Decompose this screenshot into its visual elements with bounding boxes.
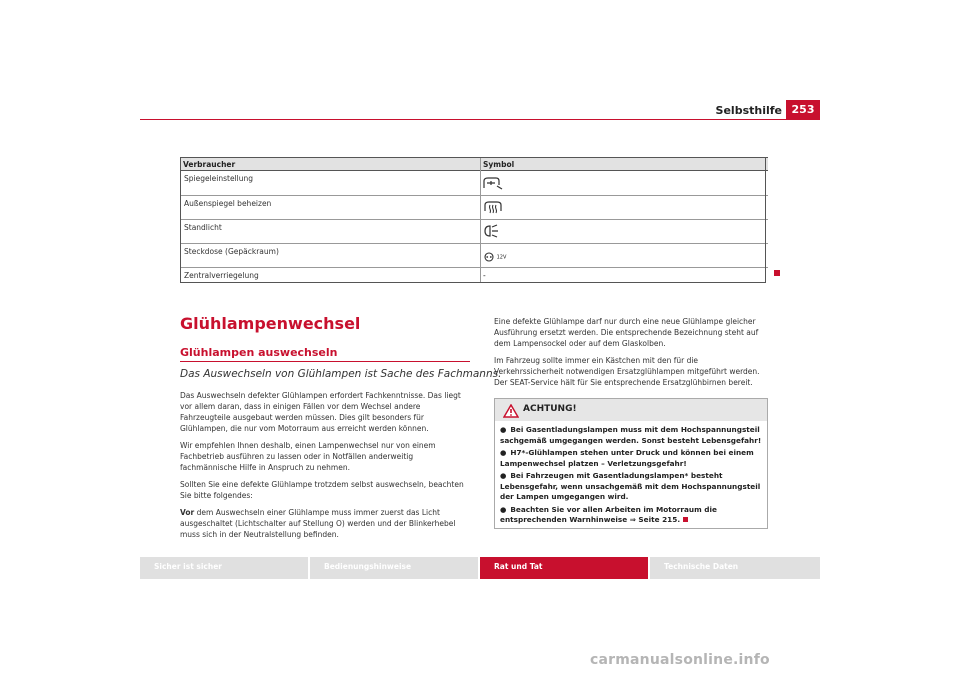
section-end-marker: [774, 270, 780, 276]
table-header-consumer: Verbraucher: [183, 160, 236, 169]
warning-item: ● Beachten Sie vor allen Arbeiten im Motorraum die entsprechenden Warnhinweise ⇒ Seite 215.: [500, 504, 717, 524]
table-cell-label: Steckdose (Gepäckraum): [184, 247, 279, 256]
paragraph: Sollten Sie eine defekte Glühlampe trotzdem selbst auswechseln, beachten Sie bitte folgendes:: [180, 480, 464, 500]
paragraph: Im Fahrzeug sollte immer ein Kästchen mit den für die Verkehrssicherheit notwendigen Ersatzglühlampen mitgeführt werden. Der SEAT-Service hält für Sie entsprechende Ersatzglühbirnen bereit.: [494, 356, 760, 387]
page-reference-link[interactable]: Seite 215.: [638, 515, 681, 524]
warning-triangle-icon: [503, 403, 519, 422]
table-cell-symbol-text: -: [483, 271, 486, 280]
header-rule: [140, 119, 820, 120]
consumer-table: [180, 157, 768, 284]
table-header-symbol: Symbol: [483, 160, 515, 169]
link-arrow-icon: ⇒: [629, 515, 636, 524]
paragraph: [180, 507, 470, 540]
page-header-title: Selbsthilfe: [715, 104, 782, 117]
warning-item: ● H7*-Glühlampen stehen unter Druck und können bei einem Lampenwechsel platzen – Verletzungsgefahr!: [500, 448, 754, 468]
bullet-icon: ●: [500, 504, 507, 514]
page-number-badge: 253: [786, 100, 820, 119]
end-marker-icon: [683, 517, 688, 522]
table-cell-label: Spiegeleinstellung: [184, 174, 254, 183]
warning-item: ● Bei Fahrzeugen mit Gasentladungslampen* besteht Lebensgefahr, wenn unsachgemäß mit dem Hochspannungsteil der Lampen umgegangen wird.: [500, 471, 761, 501]
paragraph-bold-lead: Vor: [180, 508, 195, 517]
warning-box: [494, 398, 768, 529]
bullet-icon: ●: [500, 471, 507, 480]
table-frame: [180, 157, 766, 283]
footer-tab-bedienung[interactable]: Bedienungshinweise: [310, 557, 478, 579]
left-column-text: [180, 390, 470, 546]
bullet-icon: ●: [500, 425, 507, 434]
section-subtitle: Glühlampen auswechseln: [180, 346, 338, 359]
paragraph: Das Auswechseln defekter Glühlampen erfordert Fachkenntnisse. Das liegt vor allem daran, dass in einigen Fällen vor dem Wechsel andere Fahrzeugteile ausgebaut werden müssen. Dies gilt besonders für Glühlampen, die nur vom Motorraum aus erreicht werden können.: [180, 391, 461, 433]
watermark-text: carmanualsonline.info: [590, 652, 770, 668]
table-cell-label: Zentralverriegelung: [184, 271, 259, 280]
socket-voltage-label: 12V: [496, 254, 507, 261]
warning-list: [500, 425, 762, 528]
section-intro: Das Auswechseln von Glühlampen ist Sache des Fachmanns.: [180, 368, 502, 380]
right-column-text: [494, 316, 769, 394]
table-cell-label: Außenspiegel beheizen: [184, 199, 272, 208]
paragraph-rest: dem Auswechseln einer Glühlampe muss immer zuerst das Licht ausgeschaltet (Lichtschalter auf Stellung O) werden und der Blinkerhebel muss sich in der Neutralstellung befinden.: [180, 508, 456, 539]
section-title: Glühlampenwechsel: [180, 314, 361, 333]
footer-tab-technische-daten[interactable]: Technische Daten: [650, 557, 820, 579]
footer-tab-sicher[interactable]: Sicher ist sicher: [140, 557, 308, 579]
bullet-icon: ●: [500, 448, 507, 457]
warning-item: ● Bei Gasentladungslampen muss mit dem Hochspannungsteil sachgemäß umgegangen werden. Sonst besteht Lebensgefahr!: [500, 425, 762, 445]
paragraph: Wir empfehlen Ihnen deshalb, einen Lampenwechsel nur von einem Fachbetrieb ausführen zu lassen oder in Notfällen anderweitig fachmännische Hilfe in Anspruch zu nehmen.: [180, 441, 436, 472]
warning-header: [495, 399, 767, 421]
warning-title: ACHTUNG!: [523, 404, 577, 414]
subtitle-rule: [180, 361, 470, 362]
footer-tab-rat-und-tat[interactable]: Rat und Tat: [480, 557, 648, 579]
table-cell-label: Standlicht: [184, 223, 222, 232]
paragraph: Eine defekte Glühlampe darf nur durch eine neue Glühlampe gleicher Ausführung ersetzt werden. Die entsprechende Bezeichnung steht auf dem Lampensockel oder auf dem Glaskolben.: [494, 317, 759, 348]
